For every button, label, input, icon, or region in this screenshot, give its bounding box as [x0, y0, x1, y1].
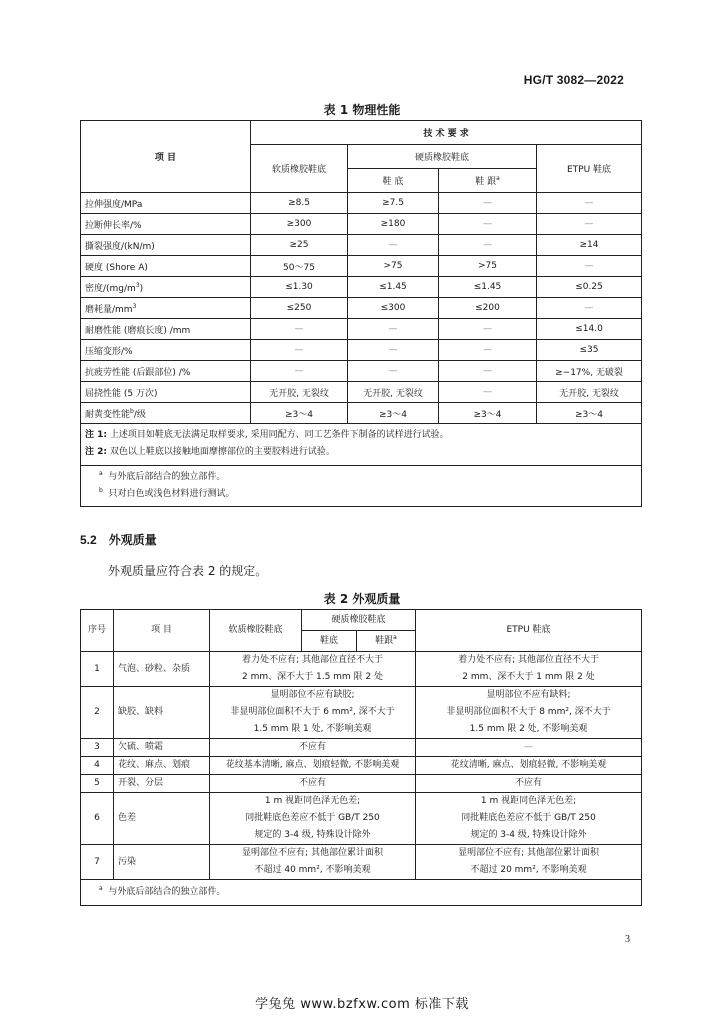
table2-etpu-requirement: 着力处不应有; 其他部位直径不大于 2 mm、深不大于 1 mm 限 2 处	[416, 652, 642, 687]
table1-cell-soft: ≤1.30	[251, 277, 348, 298]
table1-cell-soft: ≥8.5	[251, 193, 348, 214]
table1-row	[81, 319, 642, 340]
table1-cell-soft: —	[251, 340, 348, 361]
table2-etpu-requirement: —	[416, 739, 642, 757]
table1-row-label: 拉伸强度/MPa	[81, 193, 251, 214]
table1-cell-soft: ≥3～4	[251, 403, 348, 424]
table1-row	[81, 361, 642, 382]
table2-row-number: 1	[81, 652, 114, 687]
table2-row-item: 欠硫、喷霜	[114, 739, 210, 757]
table1-cell-hheel: —	[439, 235, 537, 256]
table2-row	[81, 793, 642, 845]
table1-row	[81, 298, 642, 319]
table2-sole-header: 鞋底	[302, 631, 357, 652]
table1-note: 注 2: 双色以上鞋底以接触地面摩擦部位的主要胶料进行试验。	[85, 447, 335, 457]
table1-cell-etpu: 无开胶, 无裂纹	[537, 382, 642, 403]
table1-row-label: 密度$/(mg/m^3)$	[81, 277, 251, 298]
table2-row-item: 色差	[114, 793, 210, 845]
table1-cell-etpu: ≤35	[537, 340, 642, 361]
table2-row	[81, 775, 642, 793]
table1-cell-hsole: —	[348, 235, 439, 256]
table2-caption: 表 2 外观质量	[323, 592, 401, 606]
table2-rubber-requirement: 着力处不应有; 其他部位直径不大于 2 mm、深不大于 1.5 mm 限 2 处	[210, 652, 416, 687]
table1-row-label: 压缩变形/%	[81, 340, 251, 361]
page-number: 3	[625, 934, 630, 945]
table1-row-label: 耐黄变性能$^b$/级	[81, 403, 251, 424]
table2-row	[81, 739, 642, 757]
table1-row-label: 抗疲劳性能 (后跟部位) /%	[81, 361, 251, 382]
table1-row	[81, 214, 642, 235]
table1-cell-soft: 50～75	[251, 256, 348, 277]
table1-cell-hheel: —	[439, 382, 537, 403]
table2-rubber-requirement: 不应有	[210, 775, 416, 793]
table2-row-item: 污染	[114, 845, 210, 880]
table2-row	[81, 687, 642, 739]
table1-soft-header: 软质橡胶鞋底	[251, 145, 348, 193]
table1-row	[81, 235, 642, 256]
table1-cell-soft: ≤250	[251, 298, 348, 319]
table2-etpu-requirement: 显明部位不应有缺料; 非显明部位面积不大于 8 mm², 深不大于 1.5 mm 限 2 处, 不影响美观	[416, 687, 642, 739]
table2-item-header: 项 目	[114, 610, 210, 652]
table2-row-item: 缺胶、缺料	[114, 687, 210, 739]
table2-row-number: 4	[81, 757, 114, 775]
appearance-quality-table	[80, 609, 642, 906]
table1-cell-hsole: ≥180	[348, 214, 439, 235]
section-paragraph: 外观质量应符合表 2 的规定。	[108, 564, 268, 578]
table1-cell-hheel: >75	[439, 256, 537, 277]
table1-cell-etpu: —	[537, 256, 642, 277]
table1-cell-hsole: >75	[348, 256, 439, 277]
table2-footnote: $^a$ 与外底后部结合的独立部件。	[81, 880, 642, 906]
table2-rubber-requirement: 不应有	[210, 739, 416, 757]
table1-cell-hheel: —	[439, 319, 537, 340]
table1-row-label: 撕裂强度/(kN/m)	[81, 235, 251, 256]
table1-notes	[81, 424, 642, 507]
table2-row-number: 3	[81, 739, 114, 757]
table1-cell-hsole: ≤1.45	[348, 277, 439, 298]
table1-cell-hheel: —	[439, 193, 537, 214]
section-heading: 5.2 外观质量	[80, 533, 157, 547]
table2-row	[81, 652, 642, 687]
table1-footnote: $^b$ 只对白色或浅色材料进行测试。	[99, 487, 235, 499]
table2-no-header: 序号	[81, 610, 114, 652]
table2-etpu-requirement: 1 m 视距同色泽无色差; 同批鞋底色差应不低于 GB/T 250 规定的 3-4 级, 特殊设计除外	[416, 793, 642, 845]
table1-cell-hsole: ≤300	[348, 298, 439, 319]
table1-cell-hheel: —	[439, 340, 537, 361]
table2-hard-header: 硬质橡胶鞋底	[302, 610, 416, 631]
table1-row	[81, 277, 642, 298]
table2-rubber-requirement: 显明部位不应有; 其他部位累计面积 不超过 40 mm², 不影响美观	[210, 845, 416, 880]
table2-etpu-requirement: 不应有	[416, 775, 642, 793]
table1-cell-etpu: —	[537, 193, 642, 214]
table1-caption: 表 1 物理性能	[323, 103, 401, 117]
table1-footnote: $^a$ 与外底后部结合的独立部件。	[99, 470, 226, 482]
table1-cell-etpu: ≥−17%, 无破裂	[537, 361, 642, 382]
table2-row	[81, 757, 642, 775]
table1-heel-header: 鞋 跟$^a$	[439, 169, 537, 193]
table1-cell-soft: 无开胶, 无裂纹	[251, 382, 348, 403]
table2-etpu-requirement: 花纹清晰, 麻点、划痕轻微, 不影响美观	[416, 757, 642, 775]
table2-row-item: 气泡、砂粒、杂质	[114, 652, 210, 687]
standard-code: HG/T 3082—2022	[523, 73, 624, 87]
table1-cell-hsole: 无开胶, 无裂纹	[348, 382, 439, 403]
watermark-footer: 学兔兔 www.bzfxw.com 标准下载	[255, 997, 469, 1012]
table2-rubber-requirement: 显明部位不应有缺胶; 非显明部位面积不大于 6 mm², 深不大于 1.5 mm 限 1 处, 不影响美观	[210, 687, 416, 739]
table1-row-label: 硬度 (Shore A)	[81, 256, 251, 277]
table2-row-number: 6	[81, 793, 114, 845]
table2-row-item: 开裂、分层	[114, 775, 210, 793]
table1-sole-header: 鞋 底	[348, 169, 439, 193]
table2-row-number: 5	[81, 775, 114, 793]
table1-cell-soft: —	[251, 361, 348, 382]
table1-row	[81, 193, 642, 214]
table1-cell-etpu: —	[537, 298, 642, 319]
table1-cell-etpu: ≤14.0	[537, 319, 642, 340]
table1-cell-hsole: ≥3～4	[348, 403, 439, 424]
table1-row	[81, 403, 642, 424]
table1-cell-hheel: ≤200	[439, 298, 537, 319]
table2-row	[81, 845, 642, 880]
table1-cell-etpu: —	[537, 214, 642, 235]
table1-cell-hheel: —	[439, 361, 537, 382]
table1-cell-etpu: ≥14	[537, 235, 642, 256]
table2-row-number: 2	[81, 687, 114, 739]
table1-row-label: 磨耗量$/mm^3$	[81, 298, 251, 319]
table2-heel-header: 鞋跟$^a$	[357, 631, 416, 652]
table1-row	[81, 382, 642, 403]
table1-etpu-header: ETPU 鞋底	[537, 145, 642, 193]
table1-row-label: 耐磨性能 (磨痕长度) /mm	[81, 319, 251, 340]
table1-row	[81, 256, 642, 277]
table1-hard-header: 硬质橡胶鞋底	[348, 145, 537, 169]
physical-properties-table	[80, 120, 642, 507]
table1-cell-soft: ≥25	[251, 235, 348, 256]
table2-soft-header: 软质橡胶鞋底	[210, 610, 302, 652]
table1-item-header: 项 目	[81, 121, 251, 193]
table1-cell-etpu: ≥3～4	[537, 403, 642, 424]
table2-etpu-header: ETPU 鞋底	[416, 610, 642, 652]
table1-cell-hsole: —	[348, 319, 439, 340]
table2-row-item: 花纹、麻点、划痕	[114, 757, 210, 775]
table2-rubber-requirement: 1 m 视距同色泽无色差; 同批鞋底色差应不低于 GB/T 250 规定的 3-4 级, 特殊设计除外	[210, 793, 416, 845]
table1-row-label: 拉断伸长率/%	[81, 214, 251, 235]
table1-cell-hsole: ≥7.5	[348, 193, 439, 214]
table1-row	[81, 340, 642, 361]
table1-cell-hheel: —	[439, 214, 537, 235]
table1-cell-hsole: —	[348, 361, 439, 382]
table1-cell-soft: ≥300	[251, 214, 348, 235]
table1-row-label: 屈挠性能 (5 万次)	[81, 382, 251, 403]
table1-cell-hheel: ≥3～4	[439, 403, 537, 424]
table1-note: 注 1: 上述项目如鞋底无法满足取样要求, 采用同配方、同工艺条件下制备的试样进行试验。	[85, 430, 449, 440]
table1-tech-header: 技 术 要 求	[251, 121, 642, 145]
table2-etpu-requirement: 显明部位不应有; 其他部位累计面积 不超过 20 mm², 不影响美观	[416, 845, 642, 880]
table1-cell-soft: —	[251, 319, 348, 340]
table1-cell-hheel: ≤1.45	[439, 277, 537, 298]
table1-cell-hsole: —	[348, 340, 439, 361]
table1-cell-etpu: ≤0.25	[537, 277, 642, 298]
table2-row-number: 7	[81, 845, 114, 880]
table2-rubber-requirement: 花纹基本清晰, 麻点、划痕轻微, 不影响美观	[210, 757, 416, 775]
